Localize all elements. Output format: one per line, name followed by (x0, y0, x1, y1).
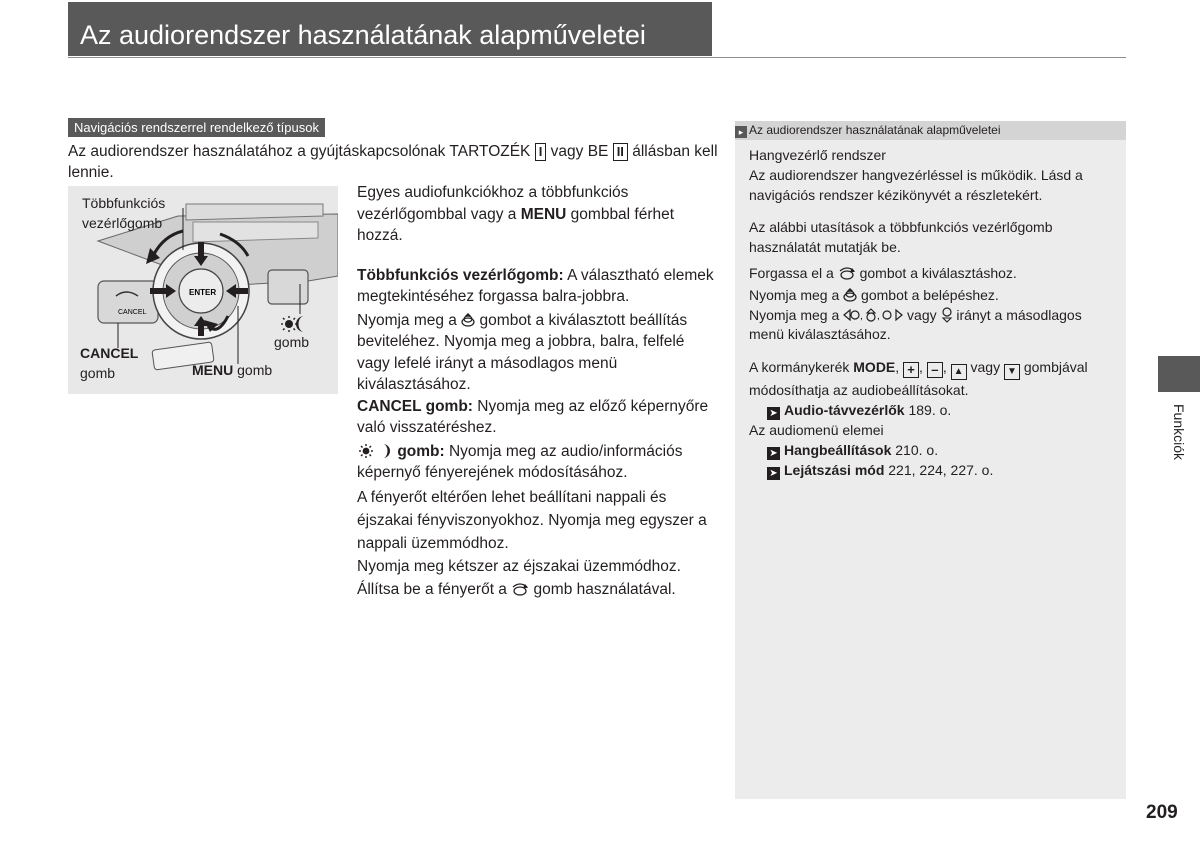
sidebar-s6-a: A kormánykerék (749, 359, 854, 375)
sidebar-s6-b: vagy (966, 359, 1004, 375)
body-p3-a: Nyomja meg a (357, 311, 462, 329)
xref-arrow-icon: ➤ (767, 407, 780, 420)
sidebar-instructions-text: Az alábbi utasítások a többfunkciós vezérlőgomb használatát mutatják be. (749, 219, 1053, 255)
sidebar-header (735, 121, 1126, 140)
sidebar-section-4 (749, 357, 1119, 480)
xref-play-mode[interactable] (749, 460, 1119, 480)
body-paragraph-4 (357, 396, 717, 439)
body-p4-bold: CANCEL gomb: (357, 397, 473, 415)
xref-audio-remote[interactable] (749, 400, 1119, 420)
cancel-label-line1: CANCEL (80, 345, 139, 361)
sidebar-mode-bold: MODE (853, 359, 896, 375)
sidebar-s5-a: Nyomja meg a (749, 307, 844, 323)
body-p4-a: Nyomja meg az előző képernyőre való visszatéréshez. (357, 397, 709, 436)
multifunction-label-line2: vezérlőgomb (82, 215, 163, 231)
body-p5-bold: gomb: (397, 442, 445, 460)
control-panel-illustration (68, 186, 338, 394)
intro-text-2: vagy BE (550, 143, 609, 160)
body-paragraph-1 (357, 182, 717, 247)
body-p3-b: gombot a kiválasztott beállítás beviteléhez. Nyomja meg a jobbra, balra, felfelé vagy lefelé irányt a másodlagos menü kiválasztásához. (357, 311, 688, 393)
xref-audio-remote-title: Audio-távvezérlők (784, 402, 905, 418)
sidebar-notes (735, 121, 1126, 799)
body-p2-a: A választható elemek megtekintéséhez forgassa balra-jobbra. (357, 266, 714, 305)
intro-paragraph (68, 141, 718, 183)
sidebar-arrow-icon: ▸ (735, 126, 747, 138)
section-tab (1158, 356, 1200, 392)
xref-arrow-icon: ➤ (767, 467, 780, 480)
sidebar-voice-text: Az audiorendszer hangvezérléssel is működik. Lásd a navigációs rendszer kézikönyvét a részletekért. (749, 167, 1083, 203)
knob-rotate-icon (838, 266, 856, 280)
sidebar-audio-menu-items: Az audiomenü elemei (749, 422, 884, 438)
cancel-label-line2: gomb (80, 365, 116, 381)
knob-press-icon (461, 313, 475, 327)
svg-text:,: , (877, 311, 880, 322)
minus-button-icon: – (927, 362, 943, 378)
body-p8-a: Állítsa be a fényerőt a (357, 580, 512, 598)
section-label: Funkciók (1171, 403, 1187, 461)
menu-label (192, 361, 272, 380)
knob-down-icon (941, 307, 953, 323)
sidebar-section-1 (749, 145, 1119, 205)
xref-sound-settings-title: Hangbeállítások (784, 442, 892, 458)
body-p8-b: gomb használatával. (529, 580, 676, 598)
model-tag: Navigációs rendszerrel rendelkező típusok (68, 118, 325, 137)
sidebar-s3-a: Forgassa el a (749, 265, 838, 281)
sun-moon-icon (357, 443, 393, 459)
xref-sound-settings-page: 210. o. (891, 442, 939, 458)
on-key-icon: II (613, 143, 628, 161)
body-p1-b: gombbal férhet hozzá. (357, 205, 675, 244)
page-title: Az audiorendszer használatának alapműveletei (80, 20, 646, 50)
xref-sound-settings[interactable] (749, 440, 1119, 460)
cancel-button-text: CANCEL (118, 309, 147, 316)
body-paragraph-2 (357, 265, 717, 308)
sidebar-rotate-line (749, 262, 1119, 284)
menu-label-bold: MENU (192, 362, 234, 378)
xref-play-mode-page: 221, 224, 227. o. (884, 462, 994, 478)
body-paragraph-5 (357, 441, 717, 484)
body-p1-a: Egyes audiofunkciókhoz a többfunkciós vezérlőgombbal vagy a (357, 184, 629, 223)
sidebar-s4-a: Nyomja meg a (749, 287, 844, 303)
up-button-icon: ▲ (951, 364, 967, 380)
body-p1-bold: MENU (520, 205, 567, 223)
brightness-label: gomb (274, 334, 310, 350)
body-p5-a: Nyomja meg az audio/információs képernyő fényerejének módosításához. (357, 442, 683, 481)
knob-rotate-icon (511, 582, 529, 596)
sidebar-s6-c: gombjával módosíthatja az audiobeállításokat. (749, 359, 1088, 398)
sidebar-direction-line (749, 306, 1119, 344)
body-p2-bold: Többfunkciós vezérlőgomb: (357, 266, 564, 284)
sidebar-mode-line: A kormánykerék MODE, + , – , ▲ vagy ▼ gombjával módosíthatja az audiobeállításokat. (749, 359, 1088, 398)
intro-text-1: Az audiorendszer használatához a gyújtáskapcsolónak TARTOZÉK (68, 143, 531, 160)
down-button-icon: ▼ (1004, 364, 1020, 380)
sidebar-s5-b: vagy (903, 307, 941, 323)
body-text-column (357, 182, 717, 601)
sidebar-s5-c: irányt a másodlagos menü kiválasztásához. (749, 307, 1082, 342)
sidebar-s4-b: gombot a belépéshez. (857, 287, 999, 303)
title-rule (68, 57, 1126, 58)
accessory-key-icon: I (535, 143, 547, 161)
knob-direction-icons (843, 308, 903, 322)
body-paragraph-3 (357, 310, 717, 396)
menu-label-rest: gomb (237, 362, 273, 378)
plus-button-icon: + (903, 362, 919, 378)
svg-text:,: , (860, 311, 863, 322)
page-number: 209 (1146, 802, 1178, 823)
multifunction-label-line1: Többfunkciós (82, 195, 166, 211)
xref-audio-remote-page: 189. o. (904, 402, 952, 418)
sidebar-header-text: Az audiorendszer használatának alapműveletei (749, 123, 1001, 137)
xref-play-mode-title: Lejátszási mód (784, 462, 885, 478)
sidebar-s3-b: gombot a kiválasztáshoz. (855, 265, 1017, 281)
sidebar-section-3 (749, 262, 1119, 344)
intro-text-3: állásban kell lennie. (68, 143, 718, 181)
sidebar-press-line (749, 284, 1119, 306)
body-paragraph-7: Nyomja meg kétszer az éjszakai üzemmódhoz. (357, 557, 681, 575)
sidebar-section-2 (749, 217, 1119, 257)
xref-arrow-icon: ➤ (767, 447, 780, 460)
knob-enter-text: ENTER (189, 288, 217, 297)
body-paragraph-6: A fényerőt eltérően lehet beállítani nappali és éjszakai fényviszonyokhoz. Nyomja meg egyszer a nappali üzemmódhoz. (357, 488, 707, 552)
knob-press-icon (843, 288, 857, 302)
title-bar (68, 2, 712, 59)
body-paragraph-8 (357, 578, 717, 601)
sidebar-voice-title: Hangvezérlő rendszer (749, 147, 886, 163)
